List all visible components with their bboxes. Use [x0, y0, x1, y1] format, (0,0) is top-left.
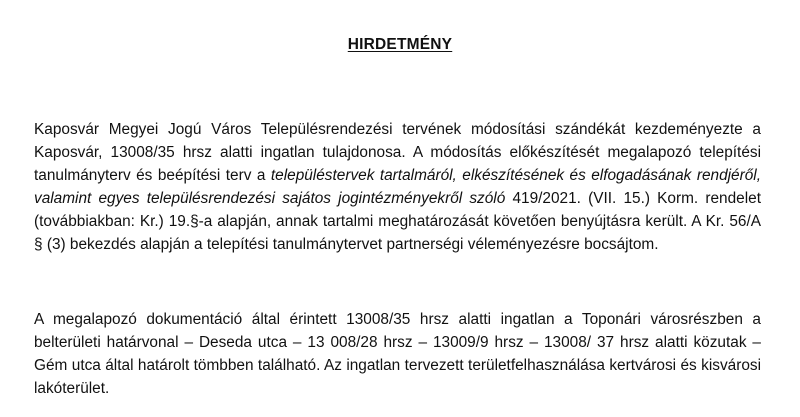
document-title [0, 36, 800, 54]
paragraph-2: A megalapozó dokumentáció által érintett 13008/35 hrsz alatti ingatlan a Toponári városrészben a belterületi határvonal – Deseda utca – 13 008/28 hrsz – 13009/9 hrsz – 13008/ 37 hrsz alatti közutak – Gém utca által határolt tömbben található. Az ingatlan tervezett területfelhasználása kertvárosi és kisvárosi lakóterület. [34, 311, 761, 397]
paragraph-1 [34, 118, 761, 256]
paragraph-1-text-b: 419/2021. (VII. 15.) Korm. rendelet (továbbiakban: Kr.) 19.§-a alapján, annak tartalmi meghatározását követően benyújtásra került. A Kr. 56/A § (3) bekezdés alapján a telepítési tanulmánytervet partnerségi véleményezésre bocsájtom. [34, 190, 761, 253]
title-text: HIRDETMÉNY [347, 36, 453, 53]
paragraph-1-text-a: Kaposvár Megyei Jogú Város Településrendezési tervének módosítási szándékát kezdeményezte a Kaposvár, 13008/35 hrsz alatti ingatlan tulajdonosa. A módosítás előkészítését megalapozó telepítési tanulmányterv és beépítési terv a [34, 121, 761, 184]
paragraph-1-italic-text: településtervek tartalmáról, elkészítésének és elfogadásának rendjéről, valamint egyes településrendezési sajátos jogintézményekről szóló [34, 167, 761, 207]
